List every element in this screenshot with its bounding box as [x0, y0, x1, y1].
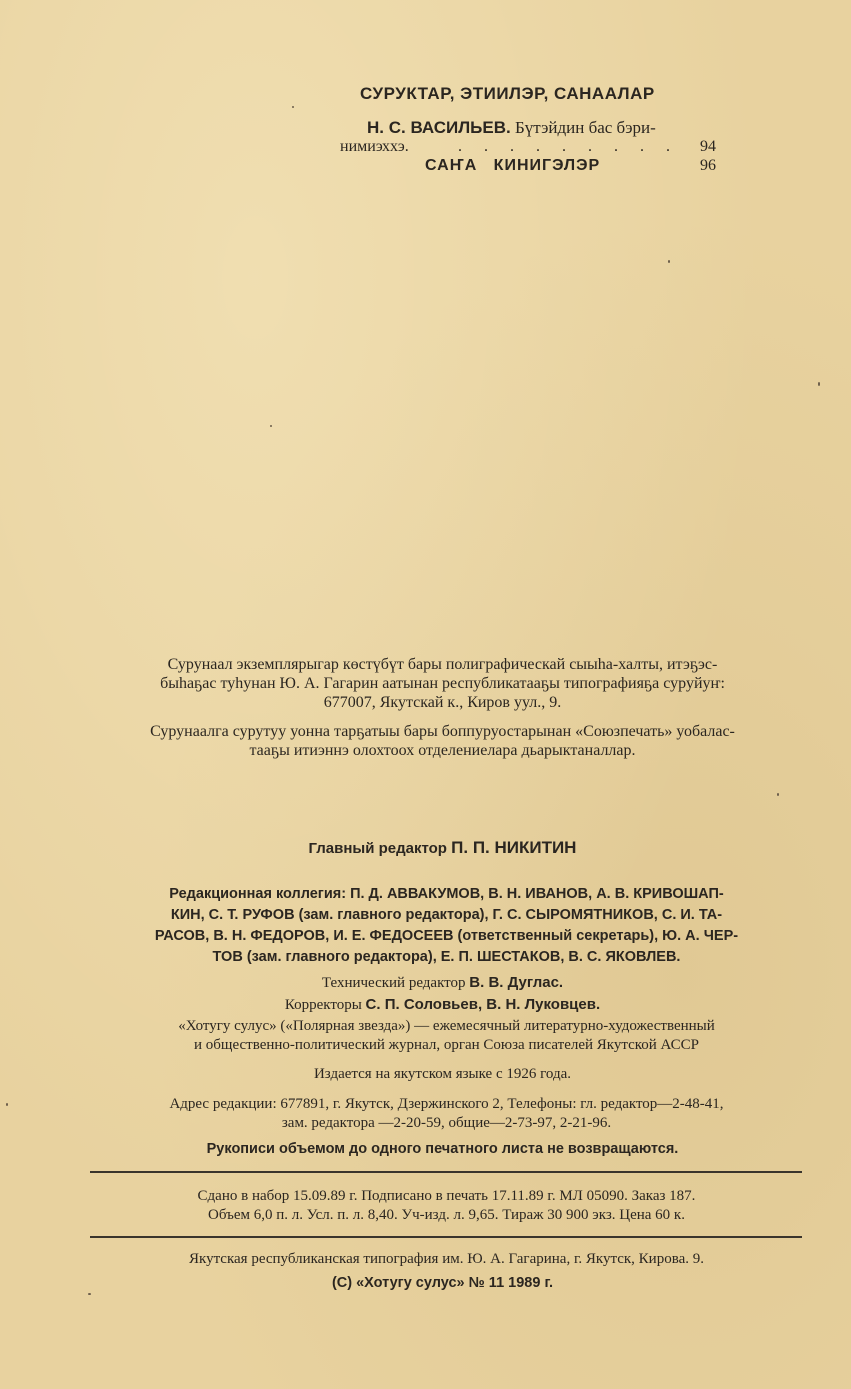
- about-journal: [78, 1017, 815, 1055]
- speck: [6, 1103, 8, 1106]
- copyright-line: (С) «Хотугу сулус» № 11 1989 г.: [331, 1275, 554, 1291]
- address-line2: зам. редактора —2-20-59, общие—2-73-97, 2-21-96.: [281, 1115, 612, 1131]
- tech-editor: [70, 972, 815, 994]
- manuscripts-notice: Рукописи объемом до одного печатного листа не возвращаются.: [206, 1141, 679, 1157]
- tech-editor-name: В. В. Дуглас.: [469, 974, 564, 991]
- entry-new-books-title: САҤА КИНИГЭЛЭР: [425, 157, 601, 174]
- editorial-board: [78, 884, 815, 968]
- tech-editor-label: Технический редактор: [321, 975, 466, 991]
- correctors-label: Корректоры: [284, 997, 362, 1013]
- correctors: [70, 994, 815, 1016]
- contents-entry-title-line2: [340, 138, 716, 156]
- speck: [668, 260, 670, 263]
- printing-note-line3: 677007, Якутскай к., Киров уул., 9.: [323, 694, 562, 711]
- board-line2: КИН, С. Т. РУФОВ (зам. главного редактора), Г. С. СЫРОМЯТНИКОВ, С. И. ТА-: [170, 907, 723, 923]
- entry-dots: . . . . . . . . .: [458, 138, 679, 155]
- staff: [70, 972, 815, 1016]
- divider-top: [90, 1171, 802, 1173]
- speck: [777, 793, 779, 796]
- speck: [818, 382, 820, 386]
- entry-page: 94: [700, 138, 716, 155]
- divider-bottom: [90, 1236, 802, 1238]
- address-line1: Адрес редакции: 677891, г. Якутск, Дзержинского 2, Телефоны: гл. редактор—2-48-41,: [169, 1096, 724, 1112]
- chief-editor-label: Главный редактор: [308, 840, 447, 857]
- imprint-line2: Объем 6,0 п. л. Усл. п. л. 8,40. Уч-изд. л. 9,65. Тираж 30 900 экз. Цена 60 к.: [208, 1207, 685, 1223]
- subscription-note-line2: тааҕы итиэннэ олохтоох отделениелара дьарыктаналлар.: [249, 742, 636, 759]
- correctors-names: С. П. Соловьев, В. Н. Луковцев.: [365, 996, 601, 1013]
- section-heading: СУРУКТАР, ЭТИИЛЭР, САНААЛАР: [360, 84, 655, 103]
- entry-title-line1: Бүтэйдин бас бэри-: [514, 118, 656, 137]
- board-line4: ТОВ (зам. главного редактора), Е. П. ШЕСТАКОВ, В. С. ЯКОВЛЕВ.: [212, 949, 681, 965]
- contents-entry-new-books: [425, 157, 716, 175]
- chief-editor-name: П. П. НИКИТИН: [451, 838, 577, 857]
- entry-author: Н. С. ВАСИЛЬЕВ.: [367, 118, 511, 137]
- contents-entry-author-title: [367, 118, 656, 138]
- speck: [270, 425, 272, 427]
- speck: [292, 106, 294, 108]
- subscription-note: [70, 722, 815, 760]
- imprint-line1: Сдано в набор 15.09.89 г. Подписано в печать 17.11.89 г. МЛ 05090. Заказ 187.: [197, 1188, 696, 1204]
- about-line2: и общественно-политический журнал, орган Союза писателей Якутской АССР: [194, 1037, 699, 1053]
- published-since: Издается на якутском языке с 1926 года.: [313, 1066, 572, 1082]
- entry-title-line2: нимиэххэ.: [340, 138, 409, 155]
- printing-note-line2: быһаҕас туһунан Ю. А. Гагарин аатынан республикатааҕы типографияҕа суруйуҥ:: [160, 675, 725, 692]
- chief-editor: [70, 838, 815, 858]
- editorial-address: [78, 1095, 815, 1133]
- printing-note: [70, 655, 815, 712]
- about-line1: «Хотугу сулус» («Полярная звезда») — ежемесячный литературно-художественный: [178, 1018, 715, 1034]
- board-line3: РАСОВ, В. Н. ФЕДОРОВ, И. Е. ФЕДОСЕЕВ (ответственный секретарь), Ю. А. ЧЕР-: [154, 928, 739, 944]
- printing-note-line1: Сурунаал экземплярыгар көстүбүт бары полиграфическай сыыһа-халты, итэҕэс-: [167, 656, 718, 673]
- speck: [88, 1293, 91, 1295]
- subscription-note-line1: Сурунаалга сурутуу уонна тарҕатыы бары боппуруостарынан «Союзпечать» уобалас-: [150, 723, 735, 740]
- printer-line: Якутская республиканская типография им. Ю. А. Гагарина, г. Якутск, Кирова. 9.: [188, 1251, 705, 1267]
- imprint: [78, 1187, 815, 1225]
- board-line1: Редакционная коллегия: П. Д. АВВАКУМОВ, В. Н. ИВАНОВ, А. В. КРИВОШАП-: [169, 886, 724, 902]
- entry-new-books-page: 96: [700, 157, 716, 174]
